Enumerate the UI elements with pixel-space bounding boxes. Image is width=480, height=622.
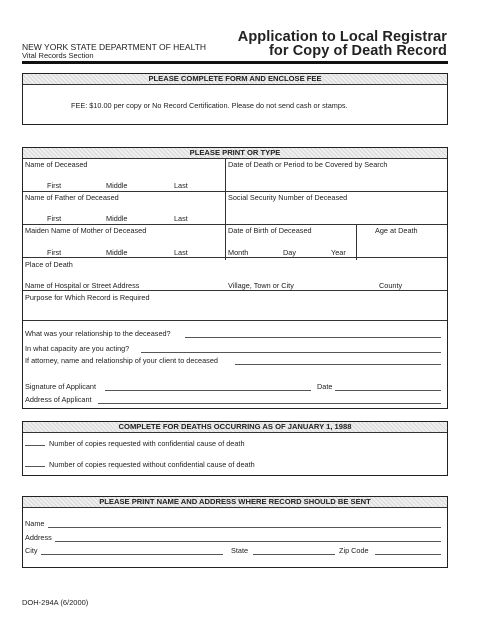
ssn-label: Social Security Number of Deceased	[228, 193, 348, 202]
hospital-label: Name of Hospital or Street Address	[25, 281, 140, 290]
month-label: Month	[228, 248, 249, 257]
row-divider	[23, 257, 447, 258]
send-zip-label: Zip Code	[339, 546, 369, 555]
send-name-label: Name	[25, 519, 45, 528]
send-state-line[interactable]	[253, 554, 335, 555]
dob-label: Date of Birth of Deceased	[228, 226, 312, 235]
send-address-label: Address	[25, 533, 52, 542]
name-of-deceased-label: Name of Deceased	[25, 160, 88, 169]
age-column-divider	[356, 225, 357, 260]
copies-section-header: COMPLETE FOR DEATHS OCCURRING AS OF JANUARY 1, 1988	[23, 422, 447, 433]
send-state-label: State	[231, 546, 249, 555]
copies-with-cause-blank[interactable]	[25, 445, 45, 446]
last-label: Last	[174, 248, 188, 257]
send-name-line[interactable]	[48, 527, 441, 528]
middle-label: Middle	[106, 248, 128, 257]
send-zip-line[interactable]	[375, 554, 441, 555]
relationship-line[interactable]	[185, 337, 441, 338]
copies-section	[22, 421, 448, 476]
copies-without-cause-blank[interactable]	[25, 466, 45, 467]
form-title-line1: Application to Local Registrar	[237, 29, 447, 45]
place-of-death-label: Place of Death	[25, 260, 73, 269]
purpose-label: Purpose for Which Record is Required	[25, 293, 150, 302]
county-label: County	[379, 281, 403, 290]
send-to-section-header: PLEASE PRINT NAME AND ADDRESS WHERE RECORD SHOULD BE SENT	[23, 497, 447, 508]
year-label: Year	[331, 248, 346, 257]
fee-section-header: PLEASE COMPLETE FORM AND ENCLOSE FEE	[23, 74, 447, 85]
village-label: Village, Town or City	[228, 281, 294, 290]
middle-label: Middle	[106, 181, 128, 190]
row-divider	[23, 290, 447, 291]
middle-label: Middle	[106, 214, 128, 223]
signature-line[interactable]	[105, 390, 311, 391]
date-of-death-label: Date of Death or Period to be Covered by Search	[228, 160, 388, 169]
capacity-line[interactable]	[141, 352, 441, 353]
last-label: Last	[174, 214, 188, 223]
form-code: DOH-294A (6/2000)	[22, 598, 89, 607]
send-to-section	[22, 496, 448, 568]
row-divider	[23, 320, 447, 321]
address-of-applicant-line[interactable]	[98, 403, 441, 404]
fee-section	[22, 73, 448, 125]
address-of-applicant-label: Address of Applicant	[25, 395, 92, 404]
mother-name-label: Maiden Name of Mother of Deceased	[25, 226, 147, 235]
attorney-line[interactable]	[235, 364, 441, 365]
date-label: Date	[317, 382, 333, 391]
send-address-line[interactable]	[55, 541, 441, 542]
father-name-label: Name of Father of Deceased	[25, 193, 119, 202]
capacity-label: In what capacity are you acting?	[25, 344, 130, 353]
copies-with-cause-label: Number of copies requested with confidential cause of death	[49, 439, 245, 448]
first-label: First	[47, 214, 62, 223]
agency-name: NEW YORK STATE DEPARTMENT OF HEALTH	[22, 42, 207, 52]
first-label: First	[47, 181, 62, 190]
send-city-label: City	[25, 546, 38, 555]
signature-label: Signature of Applicant	[25, 382, 96, 391]
row-divider	[23, 191, 447, 192]
age-at-death-label: Age at Death	[375, 226, 418, 235]
date-line[interactable]	[335, 390, 441, 391]
attorney-label: If attorney, name and relationship of your client to deceased	[25, 356, 218, 365]
send-city-line[interactable]	[41, 554, 223, 555]
relationship-label: What was your relationship to the deceased?	[25, 329, 171, 338]
header-rule	[22, 61, 448, 64]
row-divider	[23, 224, 447, 225]
agency-section: Vital Records Section	[22, 51, 94, 60]
first-label: First	[47, 248, 62, 257]
form-title-line2: for Copy of Death Record	[268, 43, 447, 59]
day-label: Day	[283, 248, 296, 257]
copies-without-cause-label: Number of copies requested without confidential cause of death	[49, 460, 255, 469]
fee-text: FEE: $10.00 per copy or No Record Certification. Please do not send cash or stamps.	[71, 101, 348, 110]
info-section	[22, 147, 448, 409]
info-section-header: PLEASE PRINT OR TYPE	[23, 148, 447, 159]
last-label: Last	[174, 181, 188, 190]
column-divider	[225, 158, 226, 260]
